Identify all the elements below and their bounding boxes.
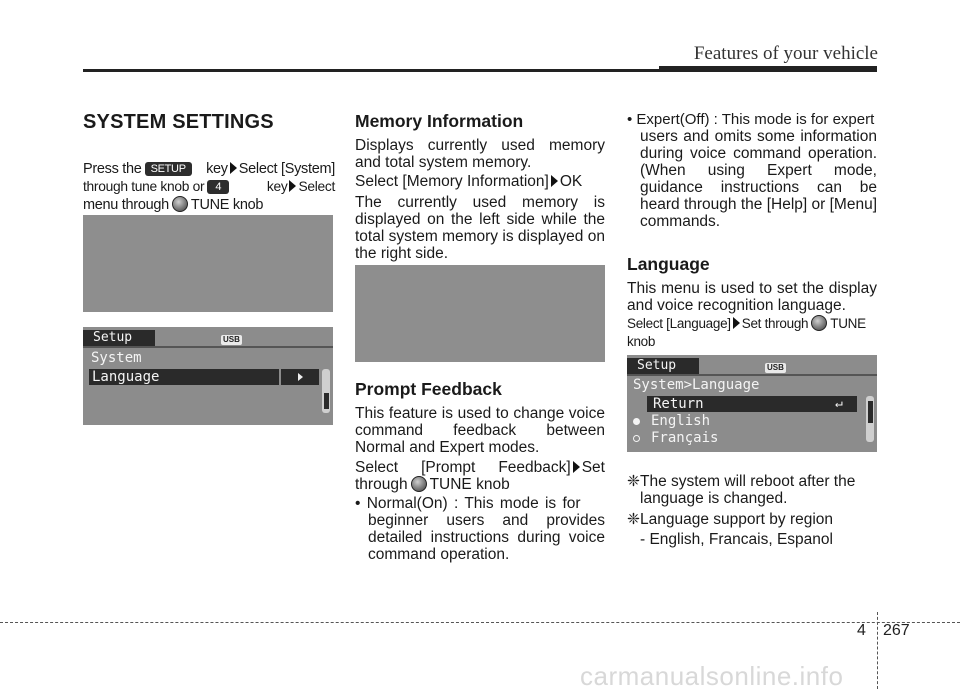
tune-knob-text: TUNE knob [429, 476, 510, 493]
header-tab [659, 66, 877, 72]
memory-select-line [355, 173, 605, 190]
footer-rule [0, 622, 960, 623]
normal-mode-item [355, 495, 605, 563]
memory-select-text: Select [Memory Information] [355, 173, 549, 190]
screen-francais-option: Français [651, 430, 719, 446]
language-screen-image [627, 355, 877, 452]
section-title: Features of your vehicle [693, 43, 878, 64]
prompt-feedback-heading: Prompt Feedback [355, 379, 502, 399]
tune-knob-icon [172, 196, 188, 212]
chapter-number: 4 [857, 622, 866, 639]
prompt-select-line: Select [Prompt Feedback] Set through TUNE knob [355, 459, 605, 493]
screen-system-label: System [91, 350, 142, 366]
note-region: ❈Language support by region [627, 511, 834, 528]
language-select-line [627, 315, 879, 351]
screen-usb-badge: USB [223, 335, 240, 344]
expert-mode-title: • Expert(Off) : This mode is for expert [627, 111, 875, 128]
normal-mode-title: • Normal(On) : This mode is for [355, 495, 581, 512]
ok-text: OK [559, 173, 583, 190]
note-reboot: ❈The system will reboot after the [627, 473, 856, 490]
expert-mode-item [627, 111, 877, 230]
arrow-right-icon [230, 162, 237, 174]
tune-knob-icon [411, 476, 427, 492]
select-text: Select [298, 179, 335, 194]
system-settings-heading: SYSTEM SETTINGS [83, 111, 274, 133]
language-select-text: Select [Language] [627, 316, 731, 331]
footer-divider [877, 612, 878, 689]
tune-knob-text: TUNE knob [190, 197, 264, 213]
normal-mode-desc: beginner users and provides detailed instructions during voice command operation. [368, 512, 605, 563]
memory-detail: The currently used memory is displayed on the left side while the total system memory is displayed on the right side. [355, 194, 605, 262]
note-region-list: - English, Francais, Espanol [640, 531, 833, 548]
setup-screen-image [83, 327, 333, 425]
arrow-right-icon [289, 180, 296, 192]
screen-image-placeholder [83, 215, 333, 312]
memory-info-heading: Memory Information [355, 111, 524, 131]
note-reboot-cont: language is changed. [640, 490, 788, 507]
screen-language-label: Language [92, 369, 160, 385]
screen-english-option: English [651, 413, 711, 429]
arrow-right-icon [573, 461, 580, 473]
radio-selected-icon [633, 418, 640, 425]
radio-unselected-icon [633, 435, 640, 442]
screen-breadcrumb: System>Language [633, 377, 760, 393]
screen-return-option: Return [653, 396, 704, 412]
screen-usb-badge: USB [767, 363, 784, 372]
screen-return-icon: ↵ [835, 396, 843, 411]
language-desc: This menu is used to set the display and voice recognition language. [627, 280, 877, 314]
prompt-desc: This feature is used to change voice command feedback between Normal and Expert modes. [355, 405, 605, 456]
arrow-right-icon [551, 175, 558, 187]
menu-through-text: menu through [83, 197, 169, 213]
key-text: key [266, 179, 288, 194]
watermark: carmanualsonline.info [580, 661, 844, 691]
set-through-text: Set through [741, 316, 809, 331]
screen-setup-tab: Setup [93, 330, 133, 345]
screen-arrow-icon [298, 373, 303, 381]
set-text: Set [581, 459, 605, 476]
through-text: through [355, 476, 408, 493]
through-tune-text: through tune knob or [83, 179, 205, 194]
expert-mode-desc: users and omits some information during voice command operation. (When using Expert mode, guidance instructions can be heard through the [Help] or [Menu] commands. [640, 128, 877, 230]
select-system-text: Select [System] [238, 161, 335, 177]
page-number: 267 [883, 622, 910, 639]
instruction-text [83, 160, 335, 214]
tune-knob-icon [811, 315, 827, 331]
arrow-right-icon [733, 317, 740, 329]
num-4-key-icon: 4 [207, 180, 229, 194]
tune-text: TUNE [830, 316, 866, 331]
language-heading: Language [627, 254, 710, 274]
memory-desc: Displays currently used memory and total system memory. [355, 137, 605, 171]
press-the-text: Press the [83, 161, 142, 177]
key-text: key [206, 161, 228, 177]
notes [627, 473, 877, 548]
screen-setup-tab: Setup [637, 358, 677, 373]
knob-text: knob [627, 334, 656, 349]
setup-key-icon: SETUP [145, 162, 192, 176]
memory-screen-image [355, 265, 605, 362]
